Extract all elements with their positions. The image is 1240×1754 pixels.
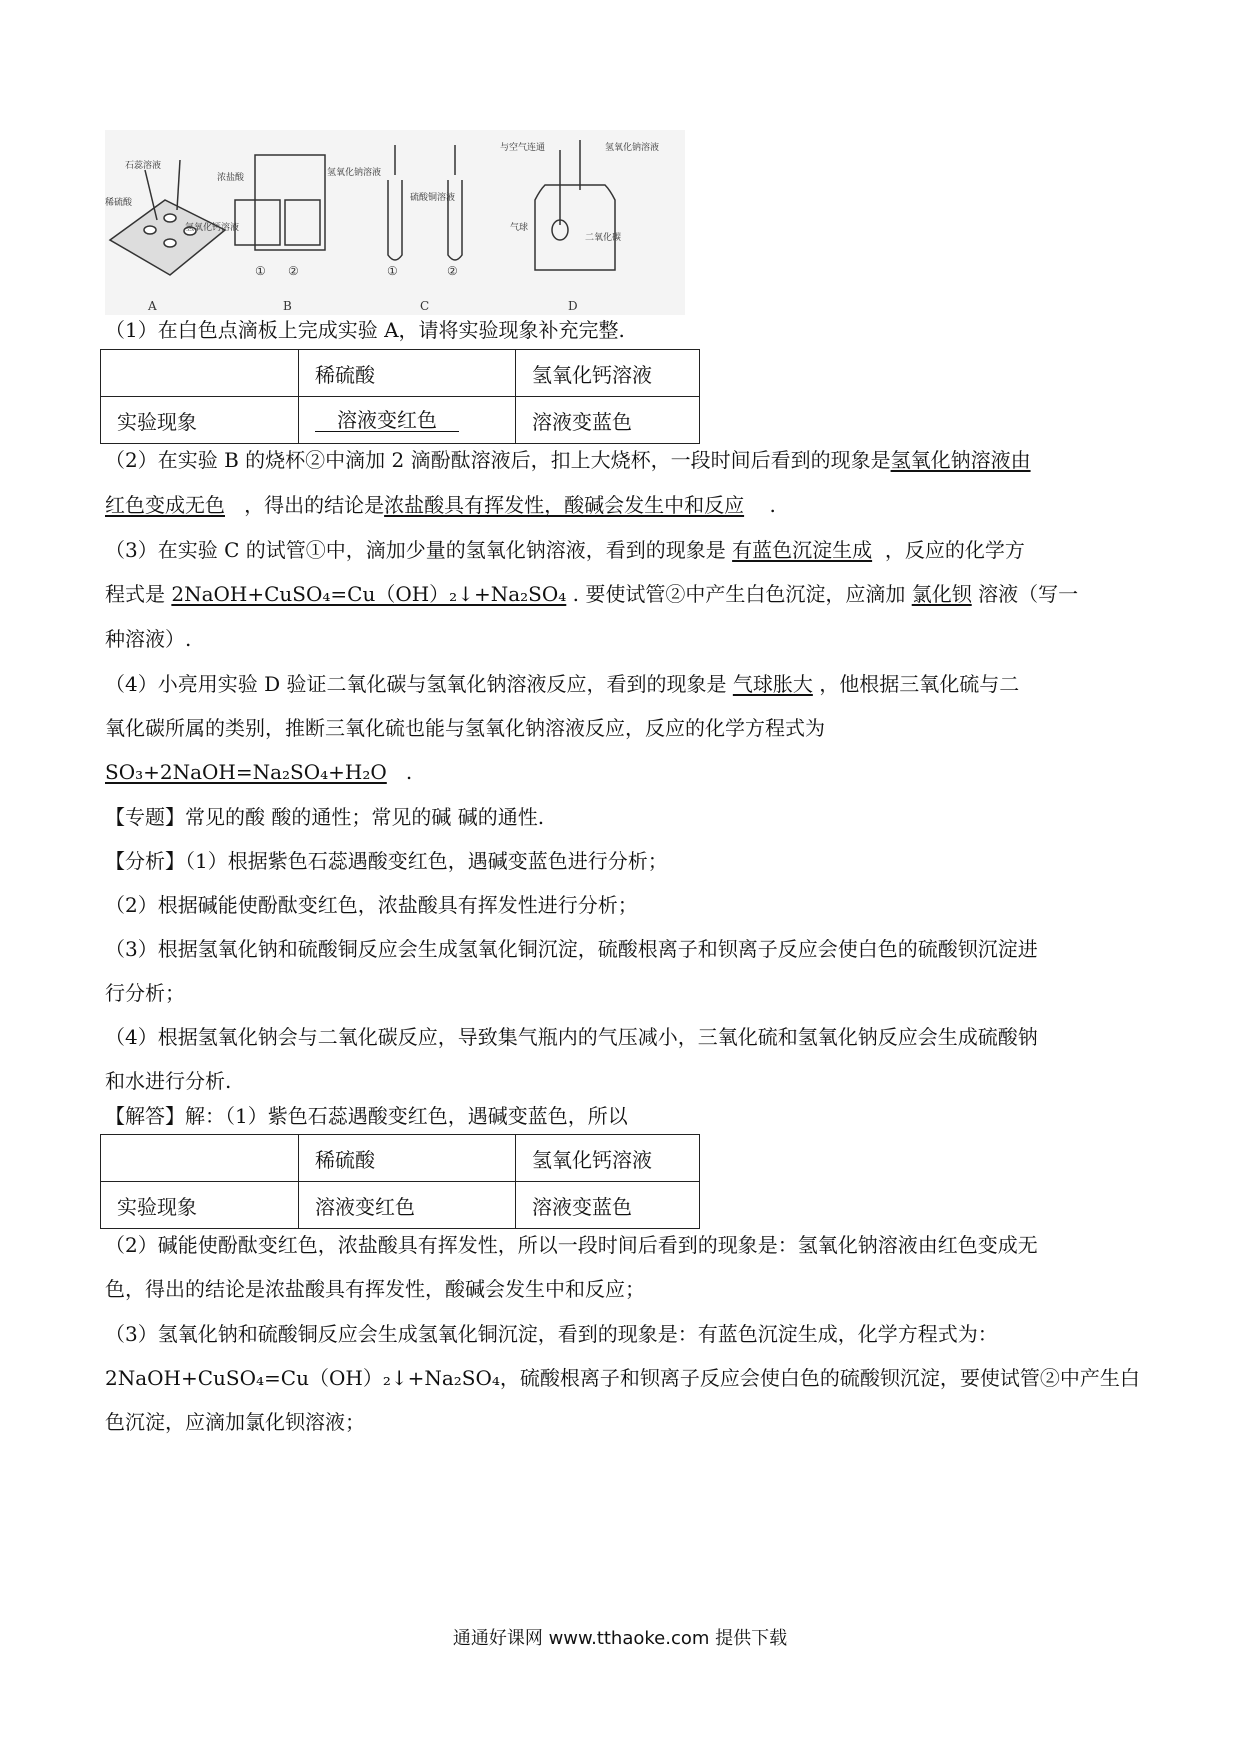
table-cell: 溶液变红色 bbox=[299, 1182, 516, 1229]
solution-intro: 【解答】解：（1）紫色石蕊遇酸变红色，遇碱变蓝色，所以 bbox=[105, 1104, 628, 1128]
svg-text:②: ② bbox=[288, 264, 299, 278]
analysis-line: （4）根据氢氧化钠会与二氧化碳反应，导致集气瓶内的气压减小，三氧化硫和氢氧化钠反应会生成硫酸钠 bbox=[105, 1025, 1038, 1049]
solution-line: 色，得出的结论是浓盐酸具有挥发性，酸碱会发生中和反应； bbox=[105, 1277, 645, 1301]
table-cell: 稀硫酸 bbox=[299, 350, 516, 397]
analysis-line: 【分析】（1）根据紫色石蕊遇酸变红色，遇碱变蓝色进行分析； bbox=[105, 849, 668, 873]
solution-line: 2NaOH+CuSO₄=Cu（OH）₂↓+Na₂SO₄，硫酸根离子和钡离子反应会使白色的硫酸钡沉淀，要使试管②中产生白 bbox=[105, 1366, 1140, 1390]
analysis-line: 和水进行分析. bbox=[105, 1069, 232, 1093]
table-row bbox=[101, 1135, 700, 1182]
table-cell: 稀硫酸 bbox=[299, 1135, 516, 1182]
question-2-line1: （2）在实验 B 的烧杯②中滴加 2 滴酚酞溶液后，扣上大烧杯，一段时间后看到的现象是氢氧化钠溶液由 bbox=[105, 448, 1031, 472]
svg-text:②: ② bbox=[447, 264, 458, 278]
svg-text:稀硫酸: 稀硫酸 bbox=[105, 198, 133, 208]
svg-text:①: ① bbox=[387, 264, 398, 278]
topic: 【专题】常见的酸 酸的通性；常见的碱 碱的通性. bbox=[105, 805, 545, 829]
table-row bbox=[101, 397, 700, 444]
analysis-line: （3）根据氢氧化钠和硫酸铜反应会生成氢氧化铜沉淀，硫酸根离子和钡离子反应会使白色的硫酸钡沉淀进 bbox=[105, 937, 1038, 961]
question-4-line2: 氧化碳所属的类别，推断三氧化硫也能与氢氧化钠溶液反应，反应的化学方程式为 bbox=[105, 716, 825, 740]
table-cell: 氢氧化钙溶液 bbox=[516, 1135, 700, 1182]
table-row bbox=[101, 350, 700, 397]
label-d: D bbox=[568, 299, 578, 313]
label-a: A bbox=[148, 299, 157, 313]
question-1: （1）在白色点滴板上完成实验 A，请将实验现象补充完整. bbox=[105, 318, 625, 342]
table-cell bbox=[101, 1135, 299, 1182]
svg-text:浓盐酸: 浓盐酸 bbox=[217, 173, 245, 183]
svg-text:①: ① bbox=[255, 264, 266, 278]
table-row bbox=[101, 1182, 700, 1229]
svg-text:二氧化碳: 二氧化碳 bbox=[585, 233, 622, 243]
answer-cell: 溶液变红色 bbox=[299, 397, 516, 444]
table-cell: 实验现象 bbox=[101, 397, 299, 444]
label-b: B bbox=[283, 299, 292, 313]
question-4-line3: SO₃+2NaOH=Na₂SO₄+H₂O . bbox=[105, 760, 413, 784]
table-cell: 溶液变蓝色 bbox=[516, 397, 700, 444]
table-1 bbox=[100, 349, 700, 444]
table-2 bbox=[100, 1134, 700, 1229]
question-3-line1: （3）在实验 C 的试管①中，滴加少量的氢氧化钠溶液，看到的现象是 有蓝色沉淀生成 ，反应的化学方 bbox=[105, 538, 1025, 562]
analysis-line: 行分析； bbox=[105, 981, 185, 1005]
label-c: C bbox=[420, 299, 430, 313]
svg-text:氢氧化钠溶液: 氢氧化钠溶液 bbox=[327, 168, 382, 178]
question-2-line2: 红色变成无色 ，得出的结论是浓盐酸具有挥发性，酸碱会发生中和反应 . bbox=[105, 493, 776, 517]
svg-text:气球: 气球 bbox=[510, 223, 529, 233]
svg-text:氢氧化钙溶液: 氢氧化钙溶液 bbox=[185, 223, 240, 233]
solution-line: （3）氢氧化钠和硫酸铜反应会生成氢氧化铜沉淀，看到的现象是：有蓝色沉淀生成，化学方程式为： bbox=[105, 1322, 998, 1346]
question-4-line1: （4）小亮用实验 D 验证二氧化碳与氢氧化钠溶液反应，看到的现象是 气球胀大 ，他根据三氧化硫与二 bbox=[105, 672, 1020, 696]
svg-text:硫酸铜溶液: 硫酸铜溶液 bbox=[410, 193, 456, 203]
solution-line: （2）碱能使酚酞变红色，浓盐酸具有挥发性，所以一段时间后看到的现象是：氢氧化钠溶液由红色变成无 bbox=[105, 1233, 1038, 1257]
svg-text:与空气连通: 与空气连通 bbox=[500, 143, 546, 153]
footer: 通通好课网 www.tthaoke.com 提供下载 bbox=[452, 1628, 788, 1649]
table-cell: 实验现象 bbox=[101, 1182, 299, 1229]
table-cell: 氢氧化钙溶液 bbox=[516, 350, 700, 397]
question-3-line3: 种溶液）. bbox=[105, 627, 192, 651]
svg-text:氢氧化钠溶液: 氢氧化钠溶液 bbox=[605, 143, 660, 153]
question-3-line2: 程式是 2NaOH+CuSO₄=Cu（OH）₂↓+Na₂SO₄ . 要使试管②中产生白色沉淀，应滴加 氯化钡 溶液（写一 bbox=[105, 582, 1079, 606]
experiment-diagram bbox=[105, 130, 685, 315]
experiment-figure bbox=[105, 130, 685, 315]
table-cell: 溶液变蓝色 bbox=[516, 1182, 700, 1229]
analysis-line: （2）根据碱能使酚酞变红色，浓盐酸具有挥发性进行分析； bbox=[105, 893, 638, 917]
table-cell bbox=[101, 350, 299, 397]
solution-line: 色沉淀，应滴加氯化钡溶液； bbox=[105, 1410, 365, 1434]
svg-text:石蕊溶液: 石蕊溶液 bbox=[125, 161, 162, 171]
